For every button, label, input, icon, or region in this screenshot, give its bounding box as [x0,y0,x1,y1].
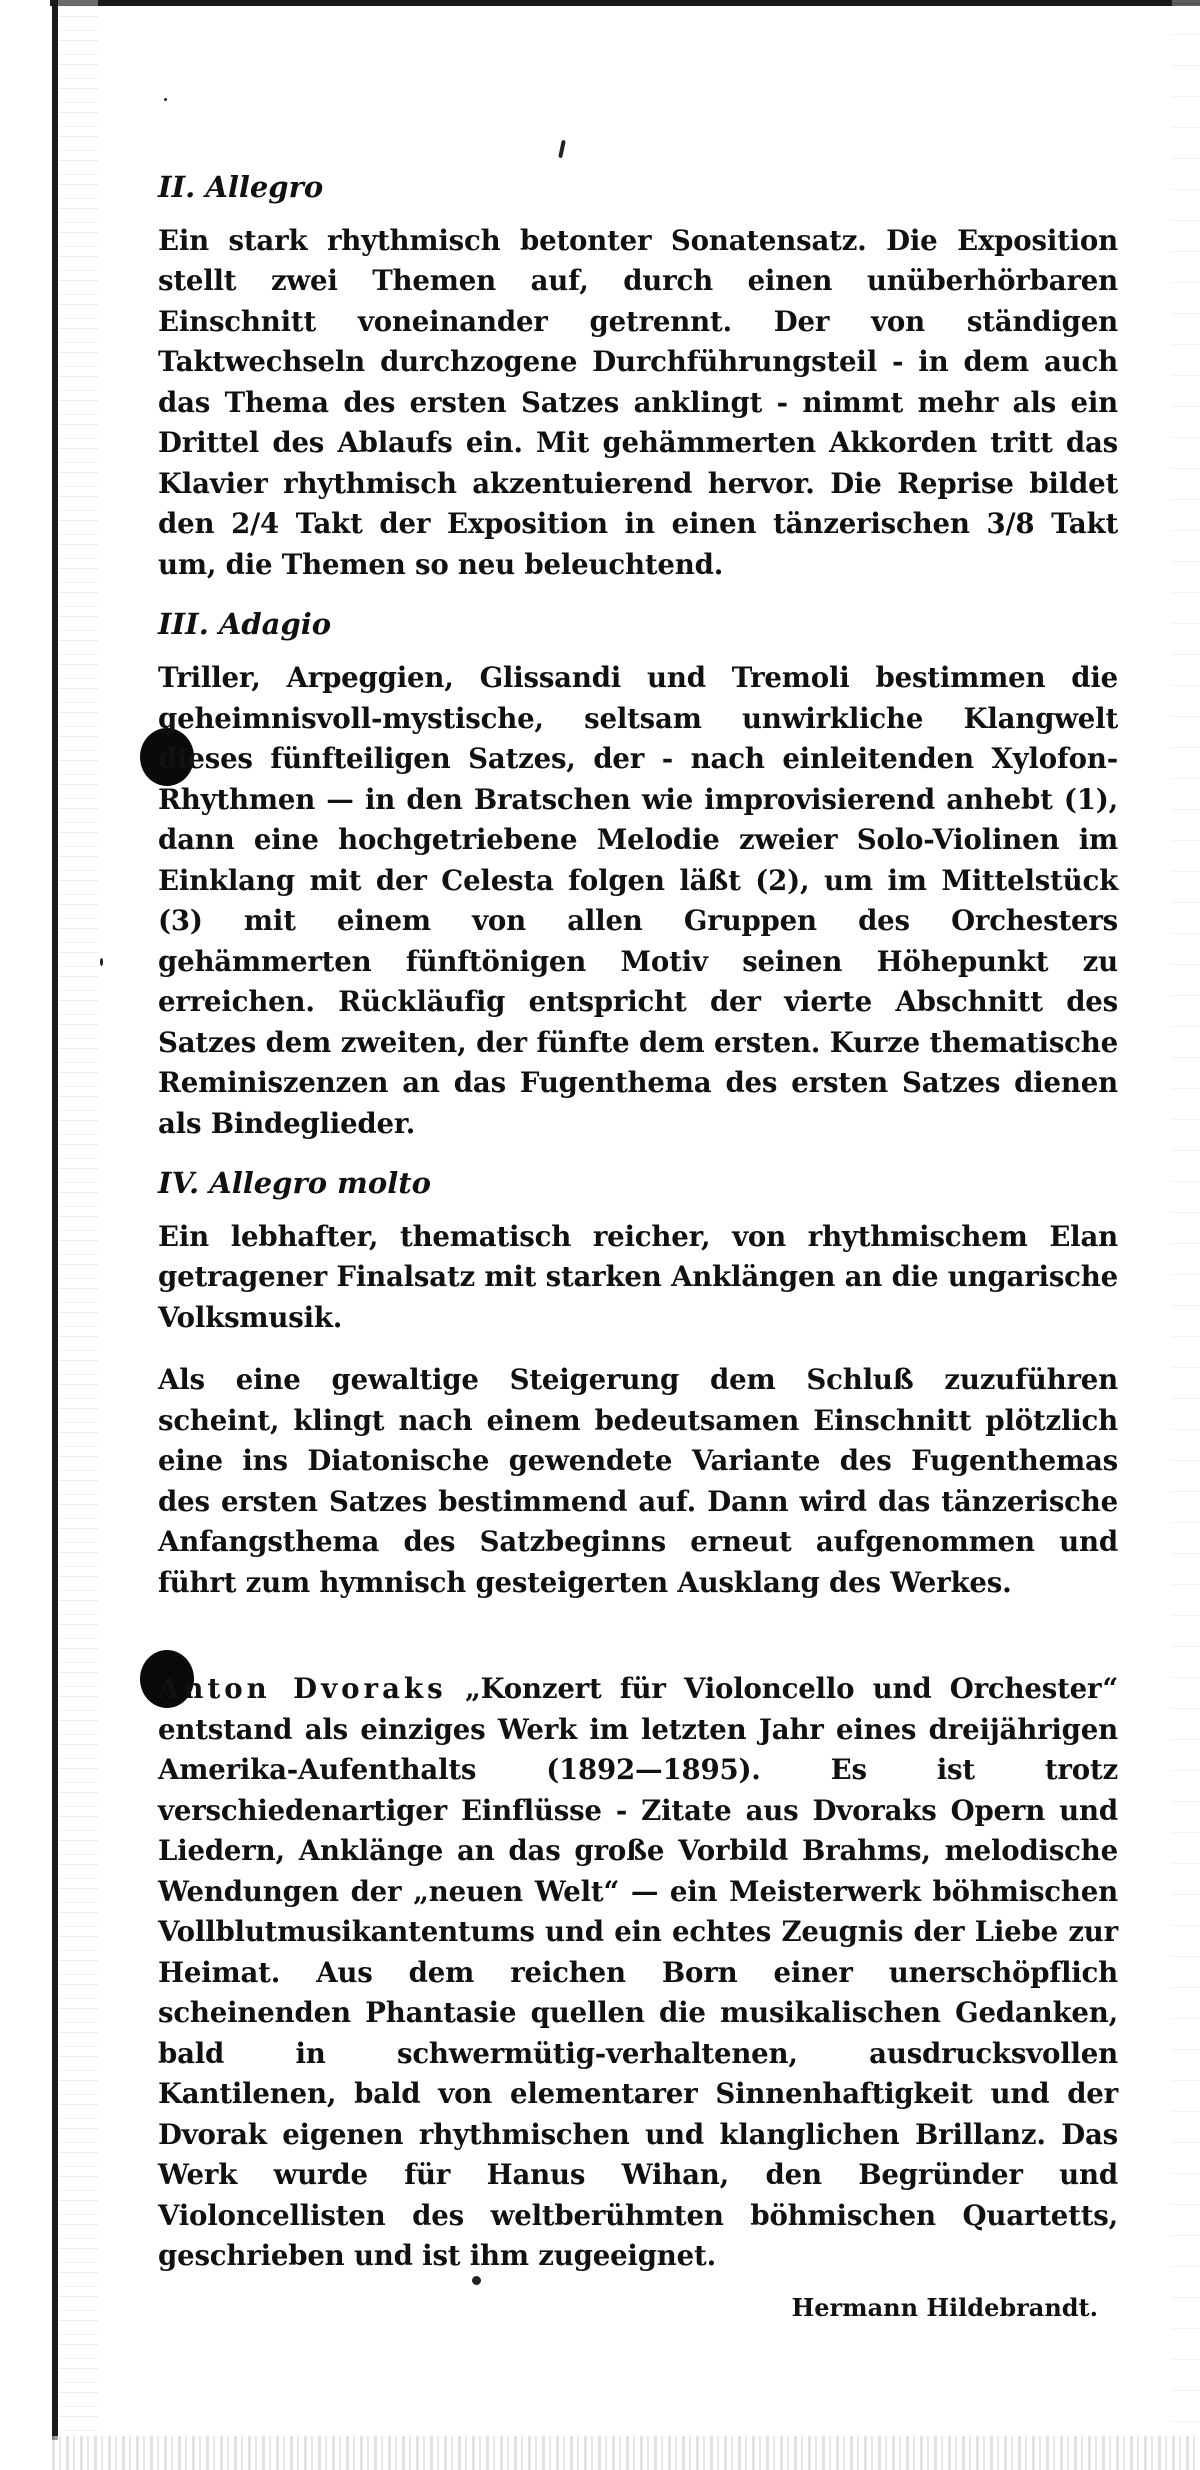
dvorak-text: „Konzert für Violoncello und Orchester“ entstand als einziges Werk im letzten Jahr eines dreijährigen Amerika-Aufenthalts (1892—1895). Es ist trotz verschiedenartiger Einflüsse - Zitate aus Dvoraks Opern und Liedern, Anklänge an das große Vorbild Brahms, melodische Wendungen der „neuen Welt“ — ein Meisterwerk böhmischen Vollblutmusikantentums und ein echtes Zeugnis der Liebe zur Heimat. Aus dem reichen Born einer unerschöpflich scheinenden Phantasie quellen die musikalischen Gedanken, bald in schwermütig-verhaltenen, ausdrucksvollen Kantilenen, bald von elementarer Sinnenhaftigkeit und der Dvorak eigenen rhythmischen und klanglichen Brillanz. Das Werk wurde für Hanus Wihan, den Begründer und Violoncellisten des weltberühmten böhmischen Quartetts, geschrieben und ist ihm zugeeignet. [158,1672,1118,2273]
scan-noise-bottom [52,2436,1200,2470]
document-body [158,170,1118,2322]
section-spacer [158,1625,1118,1669]
section-allegro [158,170,1118,585]
section-dvorak [158,1669,1118,2277]
scan-speck [164,98,167,101]
movement-heading: II. Allegro [158,170,324,204]
scan-noise-right [1172,0,1200,2470]
paragraph: Ein lebhafter, thematisch reicher, von rhythmischem Elan getragener Finalsatz mit starken Anklängen an die ungarische Volksmusik. [158,1219,1118,1334]
movement-heading: III. Adagio [158,607,332,642]
section-adagio [158,607,1118,1144]
section-allegro-molto [158,1166,1118,1603]
paragraph: Ein stark rhythmisch betonter Sonatensatz. Die Exposition stellt zwei Themen auf, durch einen unüberhörbaren Einschnitt voneinander getrennt. Der von ständigen Taktwechseln durchzogene Durchführungsteil - in dem auch das Thema des ersten Satzes anklingt - nimmt mehr als ein Drittel des Ablaufs ein. Mit gehämmerten Akkorden tritt das Klavier rhythmisch akzentuierend hervor. Die Reprise bildet den 2/4 Takt der Exposition in einen tänzerischen 3/8 Takt um, die Themen so neu beleuchtend. [158,223,1118,581]
paragraph: Als eine gewaltige Steigerung dem Schluß zuzuführen scheint, klingt nach einem bedeutsamen Einschnitt plötzlich eine ins Diatonische gewendete Variante des Fugenthemas des ersten Satzes bestimmend auf. Dann wird das tänzerische Anfangsthema des Satzbeginns erneut aufgenommen und führt zum hymnisch gesteigerten Ausklang des Werkes. [158,1363,1118,1599]
scan-speck [558,140,566,158]
scan-speck [100,958,103,966]
movement-heading: IV. Allegro molto [158,1166,431,1201]
scan-border-top [50,0,1200,6]
paragraph: Triller, Arpeggien, Glissandi und Tremoli bestimmen die geheimnisvoll-mystische, seltsam unwirkliche Klangwelt dieses fünfteiligen Satzes, der - nach einleitenden Xylofon-Rhythmen — in den Bratschen wie improvisierend anhebt (1), dann eine hochgetriebene Melodie zweier Solo-Violinen im Einklang mit der Celesta folgen läßt (2), um im Mittelstück (3) mit einem von allen Gruppen des Orchesters gehämmerten fünftönigen Motiv seinen Höhepunkt zu erreichen. Rückläufig entspricht der vierte Abschnitt des Satzes dem zweiten, der fünfte dem ersten. Kurze thematische Reminiszenzen an das Fugenthema des ersten Satzes dienen als Bindeglieder. [158,661,1118,1140]
composer-name: Anton Dvoraks [158,1672,447,1706]
scan-noise-left [58,0,98,2440]
paragraph [158,1669,1118,2277]
author-signature: Hermann Hildebrandt. [791,2292,1098,2322]
